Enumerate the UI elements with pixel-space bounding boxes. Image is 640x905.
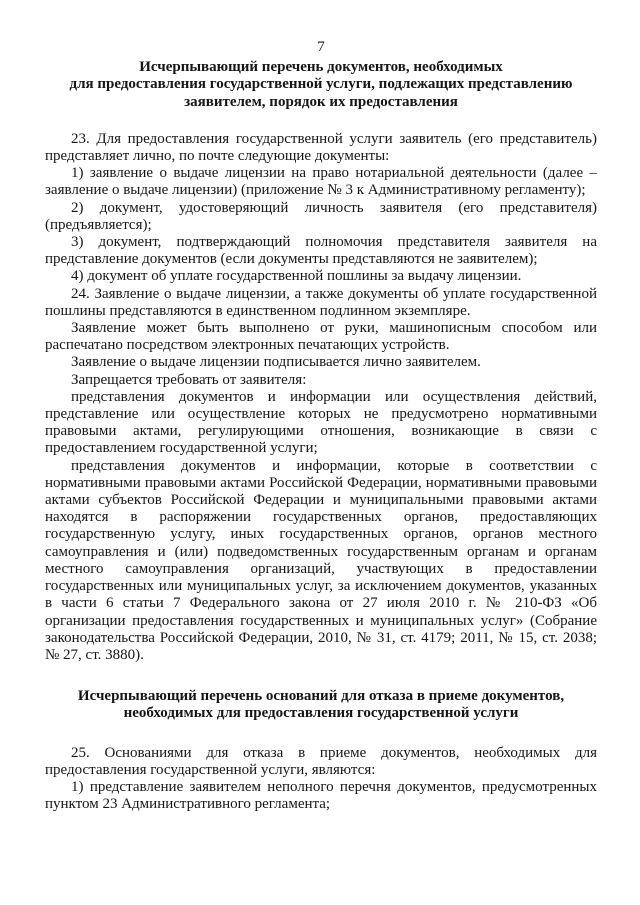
paragraph-24: 24. Заявление о выдаче лицензии, а также документы об уплате государственной пошлины представляются в единственном подлинном экземпляре. (45, 285, 597, 319)
section1-heading-line-3: заявителем, порядок их предоставления (184, 93, 458, 110)
paragraph-24-prohibition-b: представления документов и информации, которые в соответствии с нормативными правовыми актами Российской Федерации, нормативными правовыми актами субъектов Российской Федерации и муниципальными правовыми актами находятся в распоряжении государственных органов, предоставляющих государственную услугу, иных государственных органов, органов местного самоуправления и (или) подведомственных государственным органам и органам местного самоуправления организаций, участвующих в предоставлении государственных или муниципальных услуг, за исключением документов, указанных в части 6 статьи 7 Федерального закона от 27 июля 2010 г. № 210-ФЗ «Об организации предоставления государственных и муниципальных услуг» (Собрание законодательства Российской Федерации, 2010, № 31, ст. 4179; 2011, № 15, ст. 2038; № 27, ст. 3880). (45, 457, 597, 663)
section1-heading-line-2: для предоставления государственной услуги, подлежащих представлению (69, 76, 573, 93)
paragraph-23-item-4: 4) документ об уплате государственной пошлины за выдачу лицензии. (71, 268, 522, 285)
paragraph-25-item-1: 1) представление заявителем неполного перечня документов, предусмотренных пунктом 23 Административного регламента; (45, 778, 597, 813)
paragraph-23-item-3: 3) документ, подтверждающий полномочия представителя заявителя на представление документов (если документы представляются не заявителем); (45, 234, 597, 268)
paragraph-24-signature: Заявление о выдаче лицензии подписывается лично заявителем. (71, 354, 481, 371)
page-number: 7 (317, 39, 325, 55)
paragraph-24-prohibition-intro: Запрещается требовать от заявителя: (71, 371, 307, 388)
section1-heading (45, 59, 597, 111)
paragraph-24-prohibition-a: представления документов и информации или осуществления действий, представление или осуществление которых не предусмотрено нормативными правовыми актами, регулирующими отношения, возникающие в связи с предоставлением государственной услуги; (45, 388, 597, 457)
section2-heading-line-1: Исчерпывающий перечень оснований для отказа в приеме документов, (77, 688, 565, 705)
paragraph-24-form: Заявление может быть выполнено от руки, машинописным способом или распечатано посредством электронных печатающих устройств. (45, 320, 597, 354)
paragraph-23-item-2: 2) документ, удостоверяющий личность заявителя (его представителя) (предъявляется); (45, 199, 597, 233)
section2-heading (45, 688, 597, 722)
paragraph-25: 25. Основаниями для отказа в приеме документов, необходимых для предоставления государственной услуги, являются: (45, 744, 597, 778)
section2-heading-line-2: необходимых для предоставления государственной услуги (123, 705, 519, 722)
paragraph-23: 23. Для предоставления государственной услуги заявитель (его представитель) представляет лично, по почте следующие документы: (45, 130, 597, 165)
paragraph-23-item-1: 1) заявление о выдаче лицензии на право нотариальной деятельности (далее – заявление о выдаче лицензии) (приложение № 3 к Административному регламенту); (45, 165, 597, 199)
section1-heading-line-1: Исчерпывающий перечень документов, необходимых (139, 59, 503, 76)
